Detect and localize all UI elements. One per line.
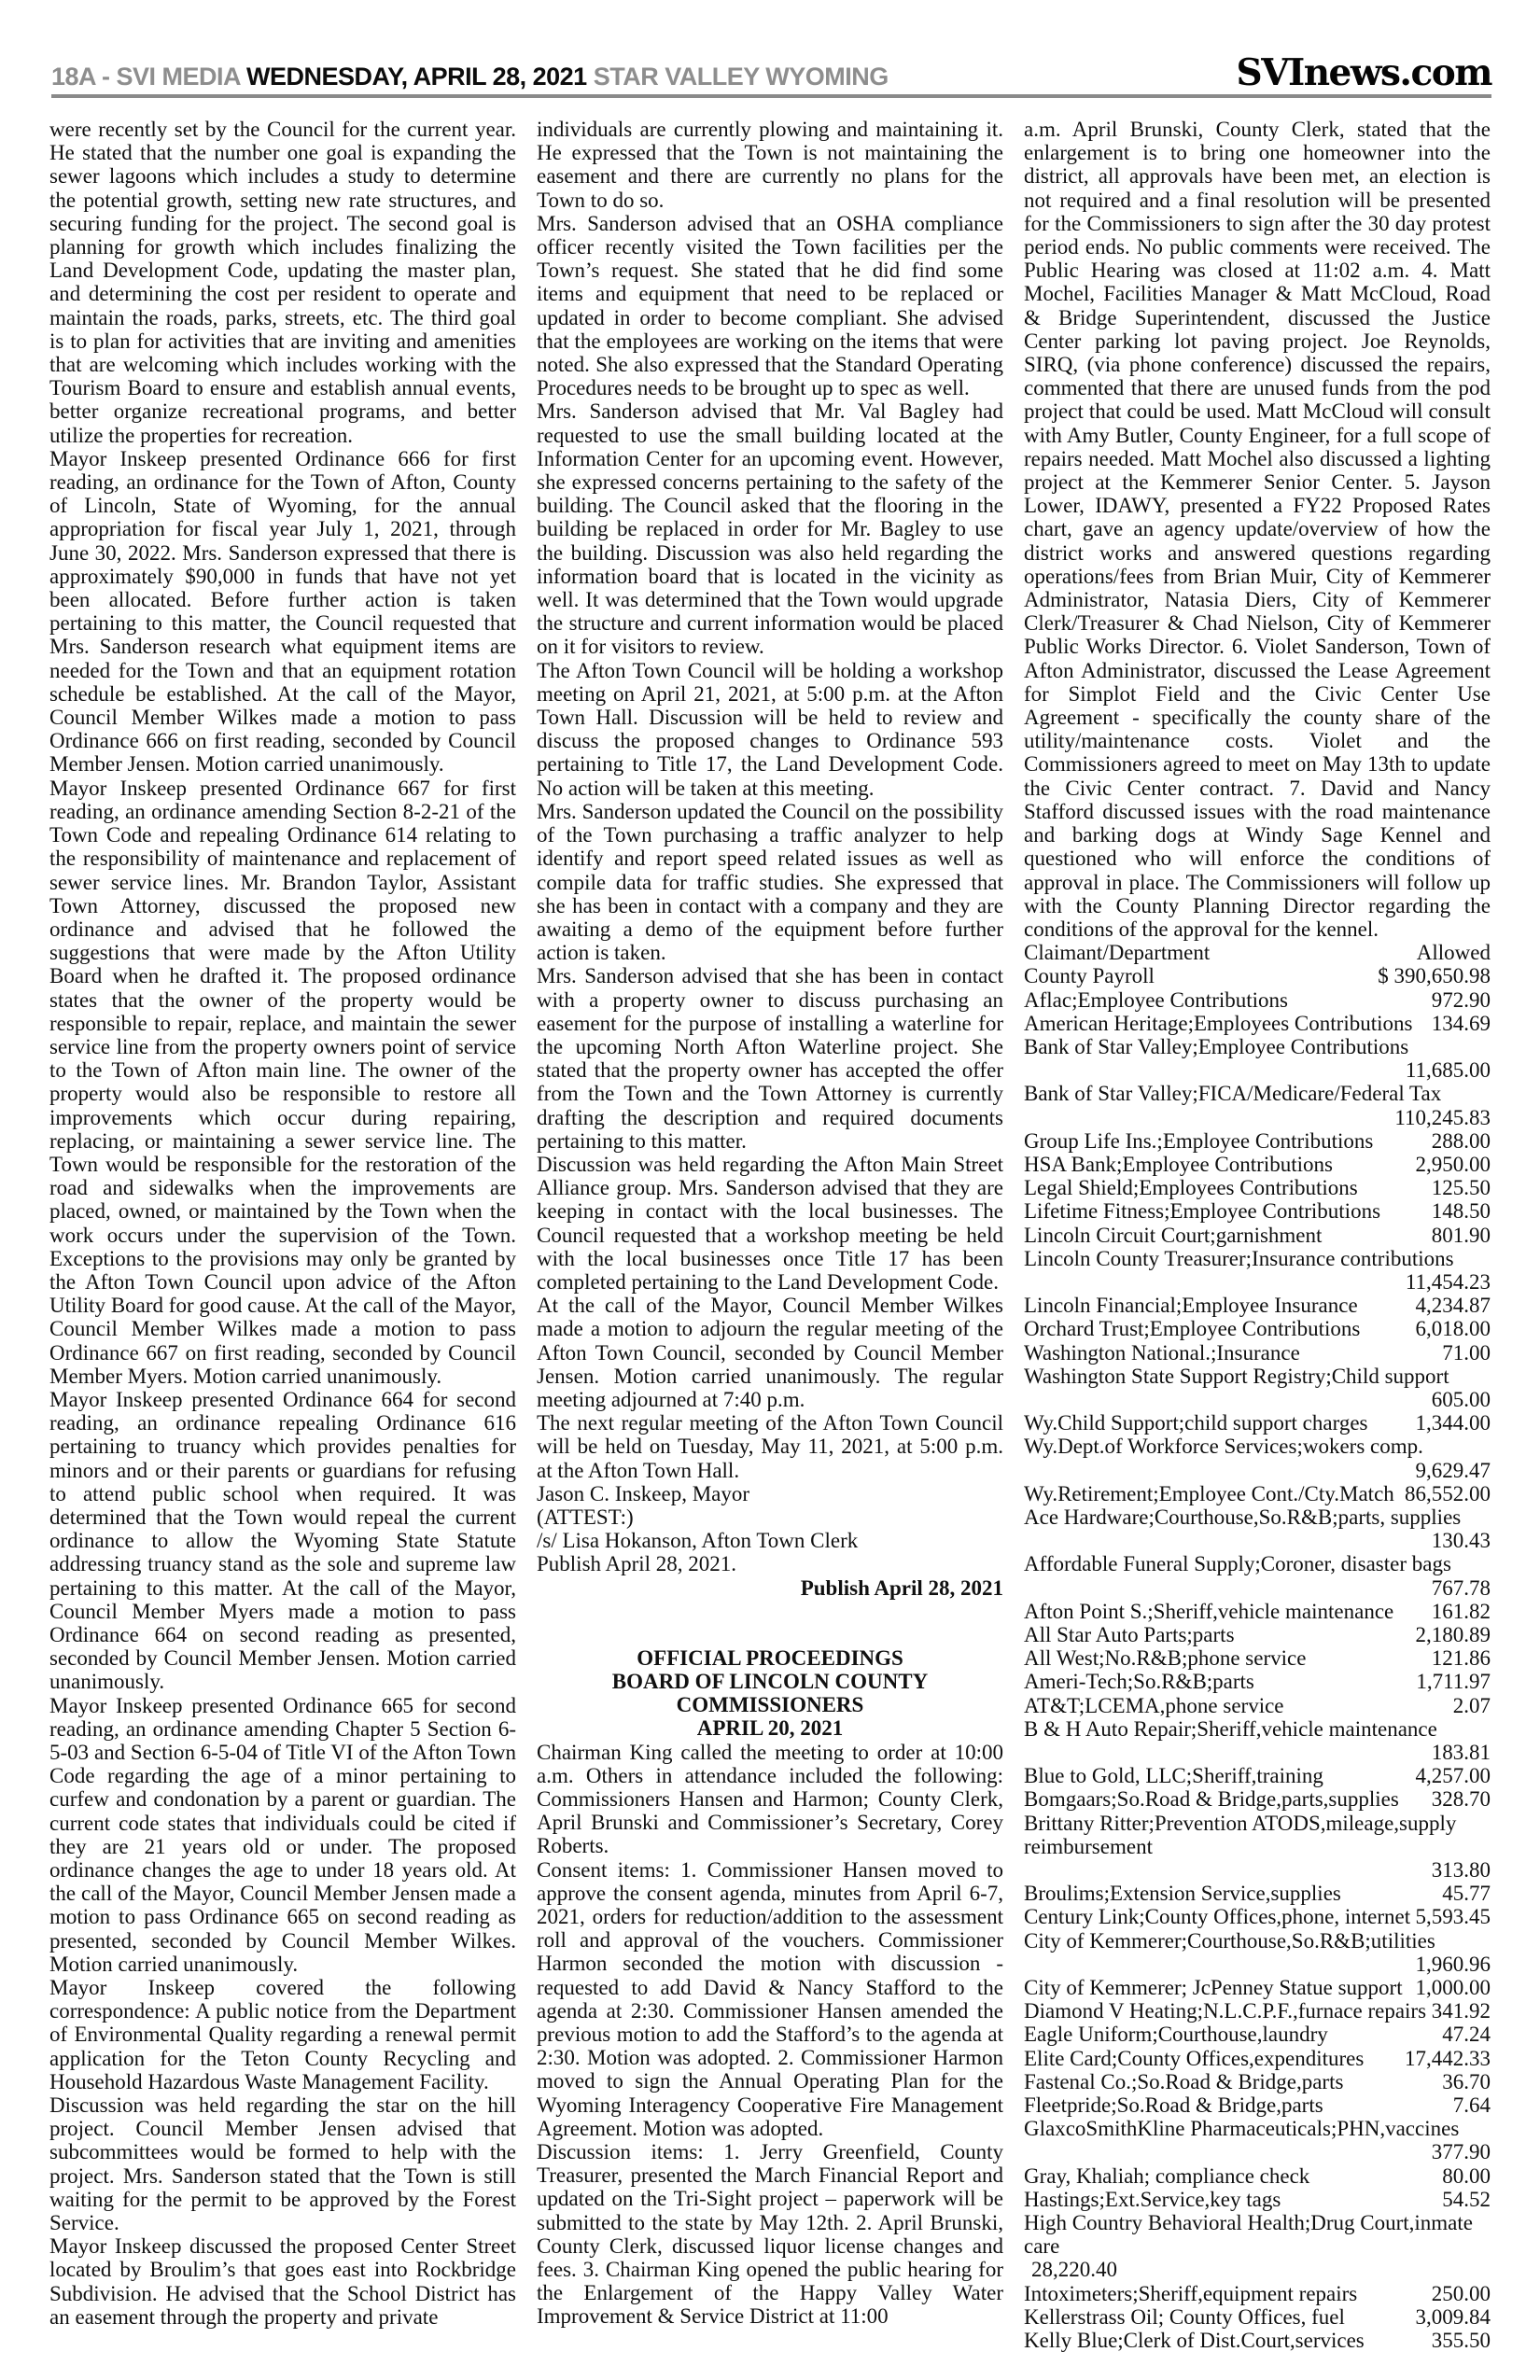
claim-amount: 2,180.89 <box>1415 1623 1491 1646</box>
claim-name: HSA Bank;Employee Contributions <box>1024 1152 1333 1176</box>
claims-header-name: Claimant/Department <box>1024 941 1211 965</box>
paragraph: Discussion was held regarding the Afton Main Street Alliance group. Mrs. Sanderson advised that they are keeping in contact with the local businesses. The Council requested that a workshop meeting be held with the local businesses once Title 17 has been completed pertaining to the Land Development Code. <box>537 1152 1003 1294</box>
claim-amount: 36.70 <box>1442 2069 1491 2093</box>
claim-row <box>1024 1976 1491 1999</box>
claim-row <box>1024 2070 1491 2093</box>
claim-amount: 288.00 <box>1431 1128 1491 1153</box>
paragraph: Mrs. Sanderson updated the Council on the possibility of the Town purchasing a traffic analyzer to help identify and report speed related issues as well as compile data for traffic studies. She expressed that she has been in contact with a company and they are awaiting a demo of the equipment before further action is taken. <box>537 799 1003 965</box>
claim-row <box>1024 2188 1491 2211</box>
claim-amount: 86,552.00 <box>1405 1481 1491 1505</box>
heading-line: APRIL 20, 2021 <box>696 1716 844 1741</box>
paragraph: Discussion items: 1. Jerry Greenfield, County Treasurer, presented the March Financial Report and updated on the Tri-Sight project – paperwork will be submitted to the state by May 12th. 2. April Brunski, County Clerk, discussed liquor license changes and fees. 3. Chairman King opened the public hearing for the Enlargement of the Happy Valley Water Improvement & Service District at 11:00 <box>537 2140 1003 2329</box>
claim-amount: 328.70 <box>1431 1787 1491 1812</box>
claim-amount: 110,245.83 <box>1394 1105 1491 1129</box>
claims-header-amount: Allowed <box>1416 941 1491 965</box>
claim-amount: 313.80 <box>1431 1858 1491 1883</box>
claim-row <box>1024 1294 1491 1317</box>
claim-name: Gray, Khaliah; compliance check <box>1024 2163 1310 2188</box>
paragraph: The Afton Town Council will be holding a workshop meeting on April 21, 2021, at 5:00 p.m. at the Afton Town Hall. Discussion will be held to review and discuss the proposed changes to Ordinance 593 pertaining to Title 17, the Land Development Code. No action will be taken at this meeting. <box>537 658 1003 800</box>
claim-name: Legal Shield;Employees Contributions <box>1024 1176 1358 1200</box>
claim-amount: 1,960.96 <box>1415 1952 1491 1976</box>
claim-row <box>1024 1787 1491 1811</box>
claim-row <box>1024 1623 1491 1646</box>
claim-row <box>1024 1670 1491 1693</box>
claim-row <box>1024 1812 1491 1883</box>
heading-line: BOARD OF LINCOLN COUNTY COMMISSIONERS <box>611 1670 929 1717</box>
claim-amount: 605.00 <box>1431 1387 1491 1411</box>
claim-name: Lincoln Financial;Employee Insurance <box>1024 1294 1358 1318</box>
claim-row <box>1024 2164 1491 2188</box>
claim-amount: 2.07 <box>1452 1693 1491 1717</box>
claim-row <box>1024 1646 1491 1670</box>
claim-row <box>1024 2093 1491 2117</box>
paragraph: Consent items: 1. Commissioner Hansen moved to approve the consent agenda, minutes from April 6-7, 2021, orders for reduction/addition to the assessment roll and approval of the vouchers. Commissioner Harmon seconded the motion with discussion - requested to add David & Nancy Stafford to the agenda at 2:30. Commissioner Hansen amended the previous motion to add the Stafford’s to the agenda at 2:30. Motion was adopted. 2. Commissioner Harmon moved to sign the Annual Operating Plan for the Wyoming Interagency Cooperative Fire Management Agreement. Motion was adopted. <box>537 1857 1003 2140</box>
paragraph: Mayor Inskeep presented Ordinance 666 for first reading, an ordinance for the Town of Afton, County of Lincoln, State of Wyoming, for the annual appropriation for fiscal year July 1, 2021, through June 30, 2022. Mrs. Sanderson expressed that there is approximately $90,000 in funds that have not yet been allocated. Before further action is taken pertaining to this matter, the Council requested that Mrs. Sanderson research what equipment items are needed for the Town and that an equipment rotation schedule be established. At the call of the Mayor, Council Member Wilkes made a motion to pass Ordinance 666 on first reading, seconded by Council Member Jensen. Motion carried unanimously. <box>49 446 516 777</box>
heading-line: OFFICIAL PROCEEDINGS <box>637 1645 903 1670</box>
claim-name: American Heritage;Employees Contributions <box>1024 1011 1413 1035</box>
claim-row <box>1024 1176 1491 1199</box>
claim-name: Lincoln County Treasurer;Insurance contributions <box>1024 1246 1454 1270</box>
claim-name: Eagle Uniform;Courthouse,laundry <box>1024 2023 1328 2047</box>
publish-date-label: Publish April 28, 2021 <box>800 1575 1003 1600</box>
claim-amount: 121.86 <box>1431 1646 1491 1671</box>
claims-table <box>1024 941 1491 2352</box>
paragraph: Discussion was held regarding the star on the hill project. Council Member Jensen advised that subcommittees would be formed to help with the project. Mrs. Sanderson stated that the Town is still waiting for the permit to be approved by the Forest Service. <box>49 2093 516 2235</box>
claim-amount: 148.50 <box>1431 1199 1491 1224</box>
claim-amount: 1,344.00 <box>1415 1411 1491 1435</box>
paragraph: Mayor Inskeep covered the following correspondence: A public notice from the Department of Environmental Quality regarding a renewal permit application for the Teton County Recycling and Household Hazardous Waste Management Facility. <box>49 1976 516 2093</box>
claim-row <box>1024 1082 1491 1128</box>
paragraph: At the call of the Mayor, Council Member Wilkes made a motion to adjourn the regular meeting of the Afton Town Council, seconded by Council Member Jensen. Motion carried unanimously. The regular meeting adjourned at 7:40 p.m. <box>537 1294 1003 1411</box>
claim-name: Wy.Child Support;child support charges <box>1024 1411 1368 1435</box>
claim-amount: 54.52 <box>1442 2187 1491 2211</box>
claim-name: Kelly Blue;Clerk of Dist.Court,services <box>1024 2329 1365 2353</box>
claim-row <box>1024 1012 1491 1035</box>
paragraph: Mrs. Sanderson advised that she has been in contact with a property owner to discuss purchasing an easement for the purpose of installing a waterline for the upcoming North Afton Waterline project. She stated that the property owner has accepted the offer from the Town and the Town Attorney is currently drafting the description and required documents pertaining to this matter. <box>537 964 1003 1153</box>
claim-name: Broulims;Extension Service,supplies <box>1024 1882 1341 1906</box>
claim-amount: 250.00 <box>1431 2281 1491 2305</box>
paragraph: Mayor Inskeep discussed the proposed Center Street located by Broulim’s that goes east into Rockbridge Subdivision. He advised that the School District has an easement through the property and private <box>49 2234 516 2329</box>
claim-name: Brittany Ritter;Prevention ATODS,mileage,supply reimbursement <box>1024 1811 1457 1858</box>
claim-amount: 183.81 <box>1431 1741 1491 1765</box>
claim-amount: 7.64 <box>1452 2093 1491 2118</box>
site-logo: SVInews.com <box>1236 51 1491 94</box>
claim-name: Intoximeters;Sheriff,equipment repairs <box>1024 2281 1358 2305</box>
claim-amount: 9,629.47 <box>1415 1458 1491 1482</box>
claim-row <box>1024 1199 1491 1223</box>
claim-row <box>1024 1129 1491 1153</box>
claim-name: Ameri-Tech;So.R&B;parts <box>1024 1670 1254 1694</box>
claim-amount: 801.90 <box>1431 1223 1491 1247</box>
claim-amount: 6,018.00 <box>1415 1317 1491 1341</box>
paragraph: The next regular meeting of the Afton Town Council will be held on Tuesday, May 11, 2021, at 5:00 p.m. at the Afton Town Hall. <box>537 1411 1003 1482</box>
claim-name: Group Life Ins.;Employee Contributions <box>1024 1128 1374 1153</box>
claim-name: B & H Auto Repair;Sheriff,vehicle maintenance <box>1024 1716 1437 1741</box>
claim-name: Fastenal Co.;So.Road & Bridge,parts <box>1024 2069 1344 2093</box>
claim-amount: 355.50 <box>1431 2329 1491 2353</box>
claim-name: Lincoln Circuit Court;garnishment <box>1024 1223 1323 1247</box>
paragraph: a.m. April Brunski, County Clerk, stated that the enlargement is to bring one homeowner into the district, all approvals have been met, an election is not required and a final resolution will be presented for the Commissioners to sign after the 30 day protest period ends. No public comments were received. The Public Hearing was closed at 11:02 a.m. 4. Matt Mochel, Facilities Manager & Matt McCloud, Road & Bridge Superintendent, discussed the Justice Center parking lot paving project. Joe Reynolds, SIRQ, (via phone conference) discussed the repairs, commented that there are unused funds from the pod project that could be used. Matt McCloud will consult with Amy Butler, County Engineer, for a full scope of repairs needed. Matt Mochel also discussed a lighting project at the Kemmerer Senior Center. 5. Jayson Lower, IDAWY, presented a FY22 Proposed Rates chart, gave an agency update/overview of how the district works and answered questions regarding operations/fees from Brian Muir, City of Kemmerer Administrator, Natasia Diers, City of Kemmerer Clerk/Treasurer & Chad Nielson, City of Kemmerer Public Works Director. 6. Violet Sanderson, Town of Afton Administrator, discussed the Lease Agreement for Simplot Field and the Civic Center Use Agreement - specifically the county share of the utility/maintenance costs. Violet and the Commissioners agreed to meet on May 13th to update the Civic Center contract. 7. David and Nancy Stafford discussed issues with the road maintenance and barking dogs at Windy Sage Kennel and questioned who will enforce the conditions of approval in place. The Commissioners will follow up with the County Planning Director regarding the conditions of the approval for the kennel. <box>1024 118 1491 941</box>
claim-row <box>1024 1999 1491 2023</box>
claim-row <box>1024 1552 1491 1599</box>
claim-amount: 17,442.33 <box>1405 2046 1491 2070</box>
masthead-date: WEDNESDAY, APRIL 28, 2021 <box>246 63 587 91</box>
claim-amount: 130.43 <box>1431 1529 1491 1553</box>
claim-name: Washington National.;Insurance <box>1024 1340 1300 1365</box>
claim-row <box>1024 2023 1491 2046</box>
claim-row <box>1024 1341 1491 1365</box>
claim-amount: 3,009.84 <box>1415 2304 1491 2329</box>
claim-row <box>1024 1411 1491 1435</box>
paragraph: /s/ Lisa Hokanson, Afton Town Clerk <box>537 1529 859 1553</box>
claim-amount: 47.24 <box>1442 2023 1491 2047</box>
claim-row <box>1024 1505 1491 1552</box>
claim-name: County Payroll <box>1024 964 1155 988</box>
claim-name: All West;No.R&B;phone service <box>1024 1646 1307 1671</box>
claim-row <box>1024 1694 1491 1717</box>
claim-name: City of Kemmerer; JcPenney Statue support <box>1024 1976 1403 2000</box>
claim-row <box>1024 1035 1491 1082</box>
column-3-commissioners-text <box>1024 118 1491 941</box>
claim-name: Bank of Star Valley;FICA/Medicare/Federal Tax <box>1024 1082 1442 1106</box>
claim-amount: 767.78 <box>1431 1575 1491 1600</box>
claim-amount: 71.00 <box>1442 1340 1491 1365</box>
claim-row <box>1024 1764 1491 1787</box>
claim-row <box>1024 2329 1491 2352</box>
claim-name: Bomgaars;So.Road & Bridge,parts,supplies <box>1024 1787 1399 1812</box>
claim-row <box>1024 1929 1491 1976</box>
article-columns <box>49 118 1491 2371</box>
claim-name: Elite Card;County Offices,expenditures <box>1024 2046 1365 2070</box>
claim-name: Afton Point S.;Sheriff,vehicle maintenance <box>1024 1599 1394 1623</box>
claim-row <box>1024 2047 1491 2070</box>
divider-rule <box>51 94 1491 98</box>
paragraph: Chairman King called the meeting to order at 10:00 a.m. Others in attendance included the following: Commissioners Hansen and Harmon; County Clerk, April Brunski and Commissioner’s Secretary, Corey Roberts. <box>537 1740 1003 1858</box>
paragraph: Mayor Inskeep presented Ordinance 667 for first reading, an ordinance amending Section 8-2-21 of the Town Code and repealing Ordinance 614 relating to the responsibility of maintenance and replacement of sewer service lines. Mr. Brandon Taylor, Assistant Town Attorney, discussed the proposed new ordinance and advised that he followed the suggestions that were made by the Afton Utility Board when he drafted it. The proposed ordinance states that the owner of the property would be responsible to repair, replace, and maintain the sewer service line from the property owners point of service to the Town of Afton main line. The owner of the property would also be responsible to restore all improvements which occur during repairing, replacing, or maintaining a sewer service line. The Town would be responsible for the restoration of the road and sidewalks when the improvements are placed, owned, or maintained by the Town when the work occurs under the supervision of the Town. Exceptions to the provisions may only be granted by the Afton Town Council upon advice of the Afton Utility Board for good cause. At the call of the Mayor, Council Member Wilkes made a motion to pass Ordinance 667 on first reading, seconded by Council Member Myers. Motion carried unanimously. <box>49 776 516 1388</box>
claim-row <box>1024 1482 1491 1505</box>
claim-row <box>1024 1365 1491 1411</box>
claim-name: City of Kemmerer;Courthouse,So.R&B;utilities <box>1024 1928 1435 1953</box>
claim-name: Wy.Dept.of Workforce Services;wokers comp. <box>1024 1435 1423 1459</box>
claim-amount: 4,234.87 <box>1415 1294 1491 1318</box>
claim-name: Ace Hardware;Courthouse,So.R&B;parts, supplies <box>1024 1505 1462 1529</box>
claim-row <box>1024 1317 1491 1340</box>
claim-name: Fleetpride;So.Road & Bridge,parts <box>1024 2093 1323 2118</box>
claim-name: All Star Auto Parts;parts <box>1024 1623 1235 1646</box>
claim-amount: 134.69 <box>1431 1011 1491 1035</box>
claim-amount: 341.92 <box>1431 1999 1491 2023</box>
claim-amount: 1,000.00 <box>1415 1976 1491 2000</box>
claim-amount: 161.82 <box>1431 1599 1491 1623</box>
column-1 <box>49 118 516 2371</box>
claim-name: Orchard Trust;Employee Contributions <box>1024 1317 1361 1341</box>
claim-name: GlaxcoSmithKline Pharmaceuticals;PHN,vaccines <box>1024 2117 1460 2141</box>
masthead <box>51 37 1491 94</box>
column-2-town-council-text <box>537 118 1003 1576</box>
claim-name: Lifetime Fitness;Employee Contributions <box>1024 1199 1381 1224</box>
claim-amount: 5,593.45 <box>1415 1905 1491 1929</box>
claim-row <box>1024 1882 1491 1905</box>
claim-name: Century Link;County Offices,phone, internet <box>1024 1905 1411 1929</box>
claim-name: Aflac;Employee Contributions <box>1024 987 1288 1012</box>
claim-name: Washington State Support Registry;Child support <box>1024 1364 1449 1388</box>
paragraph: Mrs. Sanderson advised that Mr. Val Bagley had requested to use the small building located at the Information Center for an upcoming event. However, she expressed concerns pertaining to the safety of the building. The Council asked that the flooring in the building be replaced in order for Mr. Bagley to use the building. Discussion was also held regarding the information board that is located in the vicinity as well. It was determined that the Town would upgrade the structure and current information would be placed on it for visitors to review. <box>537 399 1003 659</box>
claim-amount: 1,711.97 <box>1416 1670 1491 1694</box>
claim-name: Wy.Retirement;Employee Cont./Cty.Match <box>1024 1481 1394 1505</box>
claim-amount: 2,950.00 <box>1415 1152 1491 1176</box>
paragraph: Mayor Inskeep presented Ordinance 665 for second reading, an ordinance amending Chapter 5 Section 6-5-03 and Section 6-5-04 of Title VI of the Afton Town Code regarding the age of a minor pertaining to curfew and condonation by a parent or guardian. The current code states that individuals could be cited if they are 21 years old or under. The proposed ordinance changes the age to under 18 years old. At the call of the Mayor, Council Member Jensen made a motion to pass Ordinance 665 on second reading as presented, seconded by Council Member Wilkes. Motion carried unanimously. <box>49 1693 516 1976</box>
claim-amount: $ 390,650.98 <box>1378 964 1491 988</box>
claim-amount: 45.77 <box>1442 1882 1491 1906</box>
paragraph: individuals are currently plowing and maintaining it. He expressed that the Town is not maintaining the easement and there are currently no plans for the Town to do so. <box>537 118 1003 212</box>
claim-row <box>1024 2117 1491 2163</box>
claim-name: Bank of Star Valley;Employee Contributions <box>1024 1034 1409 1058</box>
paragraph: Publish April 28, 2021. <box>537 1552 737 1576</box>
masthead-left <box>51 63 889 91</box>
claim-row <box>1024 964 1491 987</box>
claims-table-header <box>1024 941 1491 964</box>
paragraph: Mayor Inskeep presented Ordinance 664 for second reading, an ordinance repealing Ordinance 616 pertaining to truancy which provides penalties for minors and or their parents or guardians for refusing to attend public school when required. It was determined that the Town would repeal the current ordinance to allow the Wyoming State Statute addressing truancy stand as the sole and supreme law pertaining to this matter. At the call of the Mayor, Council Member Myers made a motion to pass Ordinance 664 on second reading as presented, seconded by Council Member Jensen. Motion carried unanimously. <box>49 1387 516 1694</box>
claim-name: Blue to Gold, LLC;Sheriff,training <box>1024 1764 1323 1788</box>
paragraph: (ATTEST:) <box>537 1505 634 1529</box>
proceedings-heading <box>537 1646 1003 1741</box>
claim-amount: 972.90 <box>1431 987 1491 1012</box>
column-2 <box>537 118 1003 2371</box>
claim-name: Hastings;Ext.Service,key tags <box>1024 2187 1281 2211</box>
claim-name: High Country Behavioral Health;Drug Court,inmate care <box>1024 2211 1473 2259</box>
claim-amount: 28,220.40 <box>1031 2258 1117 2282</box>
paragraph: were recently set by the Council for the current year. He stated that the number one goal is expanding the sewer lagoons which includes a study to determine the potential growth, setting new rate structures, and securing funding for the project. The second goal is planning for growth which includes finalizing the Land Development Code, updating the master plan, and determining the cost per resident to operate and maintain the roads, parks, streets, etc. The third goal is to plan for activities that are inviting and amenities that are welcoming which includes working with the Tourism Board to ensure and establish annual events, better organize recreational programs, and better utilize the properties for recreation. <box>49 118 516 447</box>
claim-name: AT&T;LCEMA,phone service <box>1024 1693 1284 1717</box>
masthead-page-label: 18A - SVI MEDIA <box>51 63 247 91</box>
paragraph: Mrs. Sanderson advised that an OSHA compliance officer recently visited the Town facilities per the Town’s request. She stated that he did find some items and equipment that need to be replaced or updated in order to become compliant. She advised that the employees are working on the items that were noted. She also expressed that the Standard Operating Procedures needs to be brought up to spec as well. <box>537 211 1003 400</box>
claim-row <box>1024 988 1491 1012</box>
claim-name: Diamond V Heating;N.L.C.P.F.,furnace repairs <box>1024 1999 1427 2023</box>
claim-row <box>1024 2282 1491 2305</box>
claim-row <box>1024 1435 1491 1481</box>
column-2-commissioners-text <box>537 1741 1003 2329</box>
claim-row <box>1024 1153 1491 1176</box>
claim-name: Affordable Funeral Supply;Coroner, disaster bags <box>1024 1552 1451 1576</box>
claim-row <box>1024 1247 1491 1294</box>
column-3 <box>1024 118 1491 2371</box>
claim-row <box>1024 1717 1491 1764</box>
masthead-location: STAR VALLEY WYOMING <box>586 63 889 91</box>
paragraph: Jason C. Inskeep, Mayor <box>537 1481 750 1505</box>
claim-row <box>1024 2211 1491 2282</box>
claim-amount: 11,685.00 <box>1405 1058 1491 1083</box>
claim-amount: 80.00 <box>1442 2163 1491 2188</box>
claim-row <box>1024 2305 1491 2329</box>
claim-amount: 377.90 <box>1431 2140 1491 2164</box>
claim-amount: 11,454.23 <box>1405 1269 1491 1294</box>
claim-row <box>1024 1600 1491 1623</box>
claim-row <box>1024 1905 1491 1928</box>
claim-amount: 4,257.00 <box>1415 1764 1491 1788</box>
claim-row <box>1024 1224 1491 1247</box>
claim-name: Kellerstrass Oil; County Offices, fuel <box>1024 2304 1345 2329</box>
claim-amount: 125.50 <box>1431 1176 1491 1200</box>
